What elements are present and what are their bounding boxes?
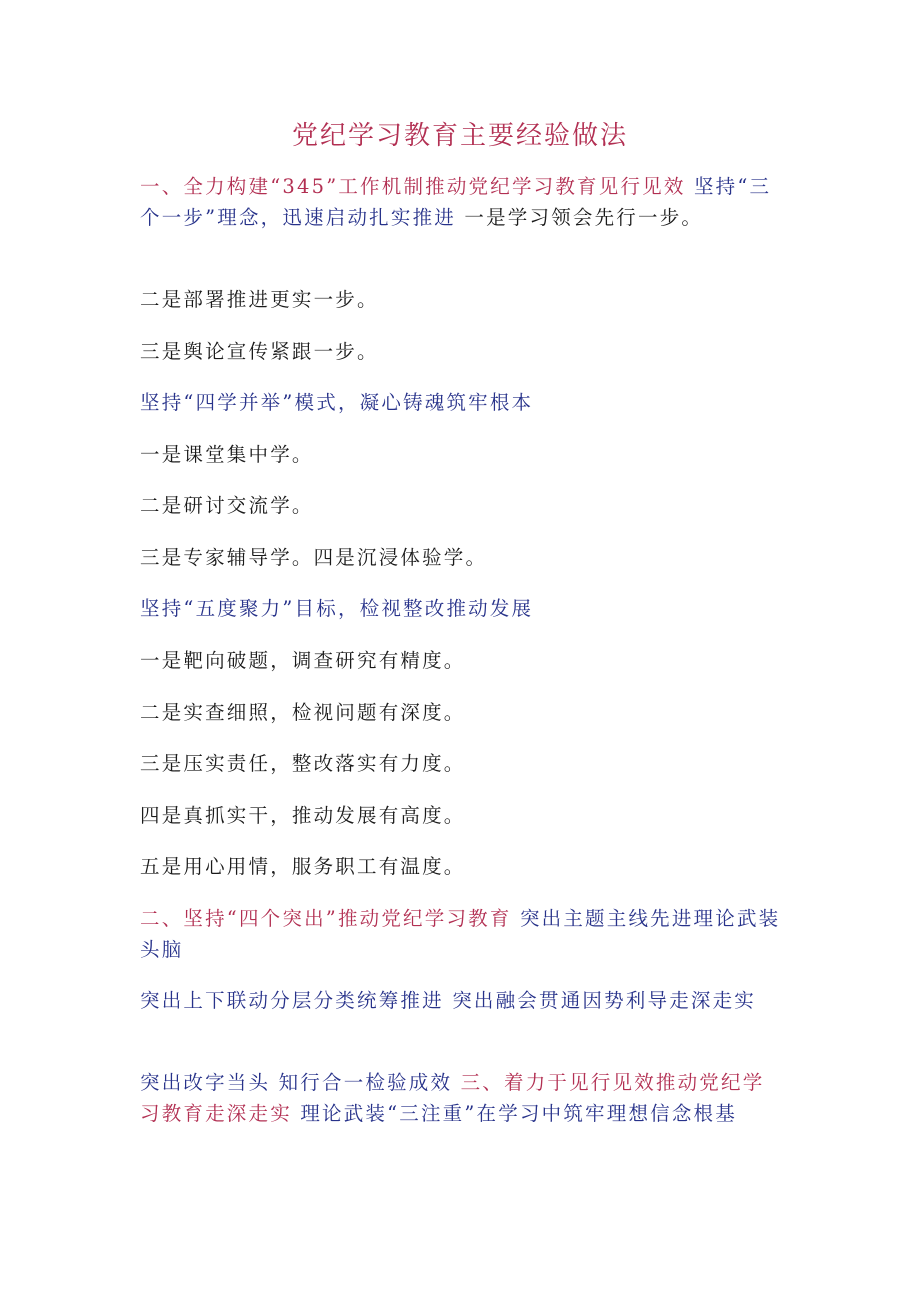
section-one-heading: 一、全力构建“345”工作机制推动党纪学习教育见行见效 <box>140 175 686 198</box>
subheading-three-steps: 坚持“三个一步”理念，迅速启动扎实推进 <box>140 175 772 229</box>
subheading-linkage: 突出上下联动分层分类统筹推进 突出融会贯通因势利导走深走实 <box>140 989 756 1012</box>
subheading-theory: 理论武装“三注重”在学习中筑牢理想信念根基 <box>300 1102 737 1125</box>
body-line: 二是研讨交流学。 <box>140 494 314 517</box>
section-one-paragraph <box>140 171 785 233</box>
body-line: 一是课堂集中学。 <box>140 443 314 466</box>
section-three-paragraph <box>140 1067 785 1129</box>
section-two-paragraph <box>140 903 785 965</box>
body-line: 四是真抓实干，推动发展有高度。 <box>140 804 466 827</box>
body-line: 三是压实责任，整改落实有力度。 <box>140 752 466 775</box>
body-line: 五是用心用情，服务职工有温度。 <box>140 855 466 878</box>
subheading-five-degrees: 坚持“五度聚力”目标，检视整改推动发展 <box>140 597 534 620</box>
body-line: 一是靶向破题，调查研究有精度。 <box>140 649 466 672</box>
body-line: 三是舆论宣传紧跟一步。 <box>140 340 379 363</box>
subheading-theme: 突出主题主线先进理论武装头脑 <box>140 907 781 961</box>
subheading-correction: 突出改字当头 知行合一检验成效 <box>140 1071 453 1094</box>
section-two-heading: 二、坚持“四个突出”推动党纪学习教育 <box>140 907 512 930</box>
section-three-heading: 三、着力于见行见效推动党纪学习教育走深走实 <box>140 1071 765 1125</box>
body-line: 一是学习领会先行一步。 <box>464 206 704 229</box>
body-line: 二是部署推进更实一步。 <box>140 288 379 311</box>
document-title: 党纪学习教育主要经验做法 <box>291 121 628 151</box>
body-line: 三是专家辅导学。四是沉浸体验学。 <box>140 546 488 569</box>
body-line: 二是实查细照，检视问题有深度。 <box>140 701 466 724</box>
subheading-four-studies: 坚持“四学并举”模式，凝心铸魂筑牢根本 <box>140 391 534 414</box>
